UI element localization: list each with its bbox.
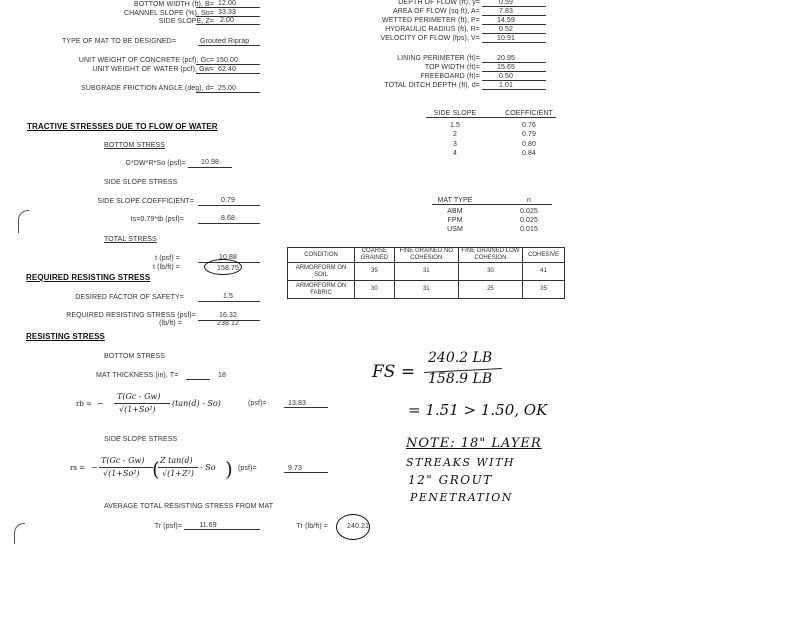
tr-lbft-value: 240.21 xyxy=(346,523,369,530)
rs-value: 9.73 xyxy=(288,465,303,472)
resisting-table-cell: ARMORFORM ON SOIL xyxy=(288,263,355,281)
rb-value: 13.83 xyxy=(288,400,307,407)
channel-slope-value: 33.33 xyxy=(217,9,237,16)
resisting-table-header: COHESIVE xyxy=(523,248,565,263)
resisting-table-cell: 30 xyxy=(458,263,522,281)
side-coeff-value: 0.79 xyxy=(220,197,236,204)
total-lbft-circle xyxy=(204,259,242,275)
tr-psf-label: Tr (psf)= xyxy=(154,523,182,530)
freeboard-label: FREEBOARD (ft)= xyxy=(420,73,480,80)
resisting-table-cell: ARMORFORM ON FABRIC xyxy=(288,281,355,299)
side-slope-label: SIDE SLOPE, Z= xyxy=(158,18,214,25)
rs-underline xyxy=(284,472,328,473)
rs-eq-numerator: T(Gc - Gw) xyxy=(101,456,145,465)
resisting-table-header: COARSE GRAINED xyxy=(355,248,395,263)
required-rrs-lbft-value: 238.12 xyxy=(216,320,239,327)
tractive-bottom-eq-label: G*DW*R*So (psf)= xyxy=(125,160,186,167)
lining-perimeter-value: 20.95 xyxy=(496,55,516,62)
depth-of-flow-value: 0.59 xyxy=(498,0,514,6)
channel-slope-label: CHANNEL SLOPE (%), So= xyxy=(123,10,214,17)
total-psf-label: t (psf) = xyxy=(155,255,180,262)
slope-table-cell: 0.79 xyxy=(521,131,537,138)
rs-eq-bracket-den: √(1+Z²) xyxy=(162,469,194,478)
slope-table-cell: 0.84 xyxy=(521,150,537,157)
tractive-bottom-underline xyxy=(188,167,232,168)
side-eq-label: ts=0.79*tb (psf)= xyxy=(130,216,184,223)
side-coeff-label: SIDE SLOPE COEFFICIENT= xyxy=(97,198,194,205)
resisting-table-cell: 31 xyxy=(394,281,458,299)
total-depth-underline xyxy=(482,89,546,90)
tr-psf-value: 11.69 xyxy=(199,522,217,529)
slope-table-header-2: COEFFICIENT xyxy=(505,110,553,117)
resisting-table-cell: 35 xyxy=(523,281,565,299)
unit-weight-water-value: 62.40 xyxy=(217,66,237,73)
mat-table-header-1: MAT TYPE xyxy=(437,197,473,204)
area-of-flow-label: AREA OF FLOW (sq ft), A= xyxy=(392,8,480,15)
rb-unit: (psf)= xyxy=(248,400,267,407)
handwritten-fs-label: FS = xyxy=(372,362,416,382)
required-fs-underline xyxy=(198,301,260,302)
required-title: REQUIRED RESISTING STRESS xyxy=(26,273,151,282)
handwritten-fs-numerator: 240.2 LB xyxy=(428,350,493,366)
rs-eq-denominator: √(1+So²) xyxy=(103,469,140,478)
mat-table-header-2: n xyxy=(527,197,531,204)
resisting-title: RESISTING STRESS xyxy=(26,332,105,341)
side-slope-underline xyxy=(196,24,260,25)
avg-title: AVERAGE TOTAL RESISTING STRESS FROM MAT xyxy=(104,503,274,510)
resisting-table-cell: 35 xyxy=(355,263,395,281)
rs-eq-bracket-num: Z tan(d) xyxy=(160,456,193,465)
mat-thickness-value: 18 xyxy=(218,372,226,379)
slope-table-cell: 4 xyxy=(453,150,457,157)
handwritten-note-line-4: PENETRATION xyxy=(410,491,513,504)
slope-table-header-1: SIDE SLOPE xyxy=(433,110,477,117)
velocity-underline xyxy=(482,42,546,43)
wetted-perimeter-value: 14.59 xyxy=(496,17,516,24)
freeboard-value: 0.50 xyxy=(498,73,514,80)
velocity-value: 10.91 xyxy=(496,35,516,42)
resisting-table-header: FINE GRAINED NO COHESION xyxy=(394,248,458,263)
margin-mark xyxy=(14,523,25,544)
required-fs-label: DESIRED FACTOR OF SAFETY= xyxy=(75,294,184,301)
resisting-table-header: CONDITION xyxy=(288,248,355,263)
unit-weight-water-underline xyxy=(196,73,260,74)
mat-thickness-label: MAT THICKNESS (in), T= xyxy=(96,372,179,379)
wetted-perimeter-label: WETTED PERIMETER (ft), P= xyxy=(382,17,480,24)
resisting-table-cell: 31 xyxy=(394,263,458,281)
mat-table-cell: FPM xyxy=(447,217,463,224)
total-stress-title: TOTAL STRESS xyxy=(104,236,157,243)
mat-thickness-underline xyxy=(186,379,210,380)
required-rrs-psf-label: REQUIRED RESISTING STRESS (psf)= xyxy=(66,312,196,319)
side-coeff-underline xyxy=(198,205,260,206)
handwritten-note-line-2: STREAKS WITH xyxy=(406,456,515,469)
resisting-bottom-title: BOTTOM STRESS xyxy=(104,353,166,360)
slope-table-cell: 0.80 xyxy=(521,141,537,148)
slope-table-cell: 2 xyxy=(453,131,457,138)
mat-type-value: Grouted Riprap xyxy=(200,38,250,45)
rb-underline xyxy=(284,407,328,408)
tractive-title: TRACTIVE STRESSES DUE TO FLOW OF WATER xyxy=(27,122,218,131)
rs-fraction-bar xyxy=(99,467,153,468)
resisting-table-cell: 25 xyxy=(458,281,522,299)
bottom-width-value: 12.00 xyxy=(217,0,237,7)
depth-of-flow-label: DEPTH OF FLOW (ft), y= xyxy=(398,0,480,6)
handwritten-result: = 1.51 > 1.50, OK xyxy=(408,401,548,419)
rs-label: rs = xyxy=(70,464,86,472)
hydraulic-radius-value: 0.52 xyxy=(498,26,514,33)
resisting-table-cell: 30 xyxy=(355,281,395,299)
mat-type-underline xyxy=(198,45,260,46)
handwritten-note-line-3: 12" GROUT xyxy=(408,473,493,487)
rb-label: rb = xyxy=(76,400,92,408)
mat-table-cell: ABM xyxy=(447,208,463,215)
tr-psf-underline xyxy=(184,529,260,530)
rs-eq-suffix: - So xyxy=(200,463,216,472)
total-lbft-value: 158.75 xyxy=(216,265,239,272)
tractive-bottom-eq-value: 10.98 xyxy=(200,159,220,166)
total-depth-label: TOTAL DITCH DEPTH (ft), d= xyxy=(384,82,480,89)
resisting-table-header: FINE GRAINED LOW COHESION xyxy=(458,248,522,263)
mat-table-cell: 0.025 xyxy=(519,208,539,215)
mat-table-header-rule xyxy=(432,204,552,205)
lining-perimeter-label: LINING PERIMETER (ft)= xyxy=(397,55,480,62)
slope-table-cell: 3 xyxy=(453,141,457,148)
tr-lbft-circle xyxy=(336,514,370,540)
top-width-value: 15.65 xyxy=(496,64,516,71)
side-slope-value: 2.00 xyxy=(219,17,235,24)
friction-angle-label: SUBGRADE FRICTION ANGLE (deg), d= xyxy=(80,85,214,92)
rs-unit: (psf)= xyxy=(238,465,257,472)
mat-table-cell: 0.025 xyxy=(519,217,539,224)
side-eq-value: 8.68 xyxy=(220,215,236,222)
top-width-label: TOP WIDTH (ft)= xyxy=(424,64,480,71)
unit-weight-concrete-value: 150.00 xyxy=(215,57,238,64)
side-eq-underline xyxy=(198,223,260,224)
slope-table-header-rule xyxy=(426,117,556,118)
hydraulic-radius-label: HYDRAULIC RADIUS (ft), R= xyxy=(385,26,480,33)
rb-eq-denominator: √(1+So²) xyxy=(119,405,156,414)
total-psf-value: 10.88 xyxy=(218,254,238,261)
tractive-bottom-title: BOTTOM STRESS xyxy=(104,142,166,149)
rb-eq-suffix: (tan(d) - So) xyxy=(172,399,221,408)
mat-type-label: TYPE OF MAT TO BE DESIGNED= xyxy=(62,38,177,45)
resisting-side-title: SIDE SLOPE STRESS xyxy=(104,436,178,443)
tractive-side-title: SIDE SLOPE STRESS xyxy=(104,179,178,186)
tr-lbft-label: Tr (lb/ft) = xyxy=(296,523,328,530)
rb-fraction-bar xyxy=(114,403,170,404)
mat-table-cell: 0.015 xyxy=(519,226,539,233)
required-rrs-psf-value: 16.32 xyxy=(218,312,238,319)
friction-angle-value: 25.00 xyxy=(217,85,237,92)
rs-bracket-bar xyxy=(158,467,198,468)
unit-weight-concrete-label: UNIT WEIGHT OF CONCRETE (pcf), Gc= xyxy=(78,57,214,64)
mat-table-cell: USM xyxy=(447,226,463,233)
slope-table-cell: 0.76 xyxy=(521,122,537,129)
handwritten-fs-denominator: 158.9 LB xyxy=(428,371,493,387)
friction-angle-underline xyxy=(196,92,260,93)
required-fs-value: 1.5 xyxy=(222,293,234,300)
required-rrs-lbft-label: (lb/ft) = xyxy=(159,320,182,327)
resisting-table xyxy=(287,247,565,299)
handwritten-note-line-1: NOTE: 18" LAYER xyxy=(406,436,542,451)
unit-weight-water-label: UNIT WEIGHT OF WATER (pcf), Gw= xyxy=(92,66,214,73)
resisting-table-cell: 41 xyxy=(523,263,565,281)
total-lbft-label: t (lb/ft) = xyxy=(153,264,180,271)
total-depth-value: 1.01 xyxy=(498,82,514,89)
rb-eq-numerator: T(Gc - Gw) xyxy=(117,392,161,401)
slope-table-cell: 1.5 xyxy=(449,122,461,129)
velocity-label: VELOCITY OF FLOW (fps), V= xyxy=(380,35,480,42)
margin-mark xyxy=(18,210,29,233)
area-of-flow-value: 7.83 xyxy=(498,8,514,15)
bottom-width-label: BOTTOM WIDTH (ft), B= xyxy=(134,1,214,8)
